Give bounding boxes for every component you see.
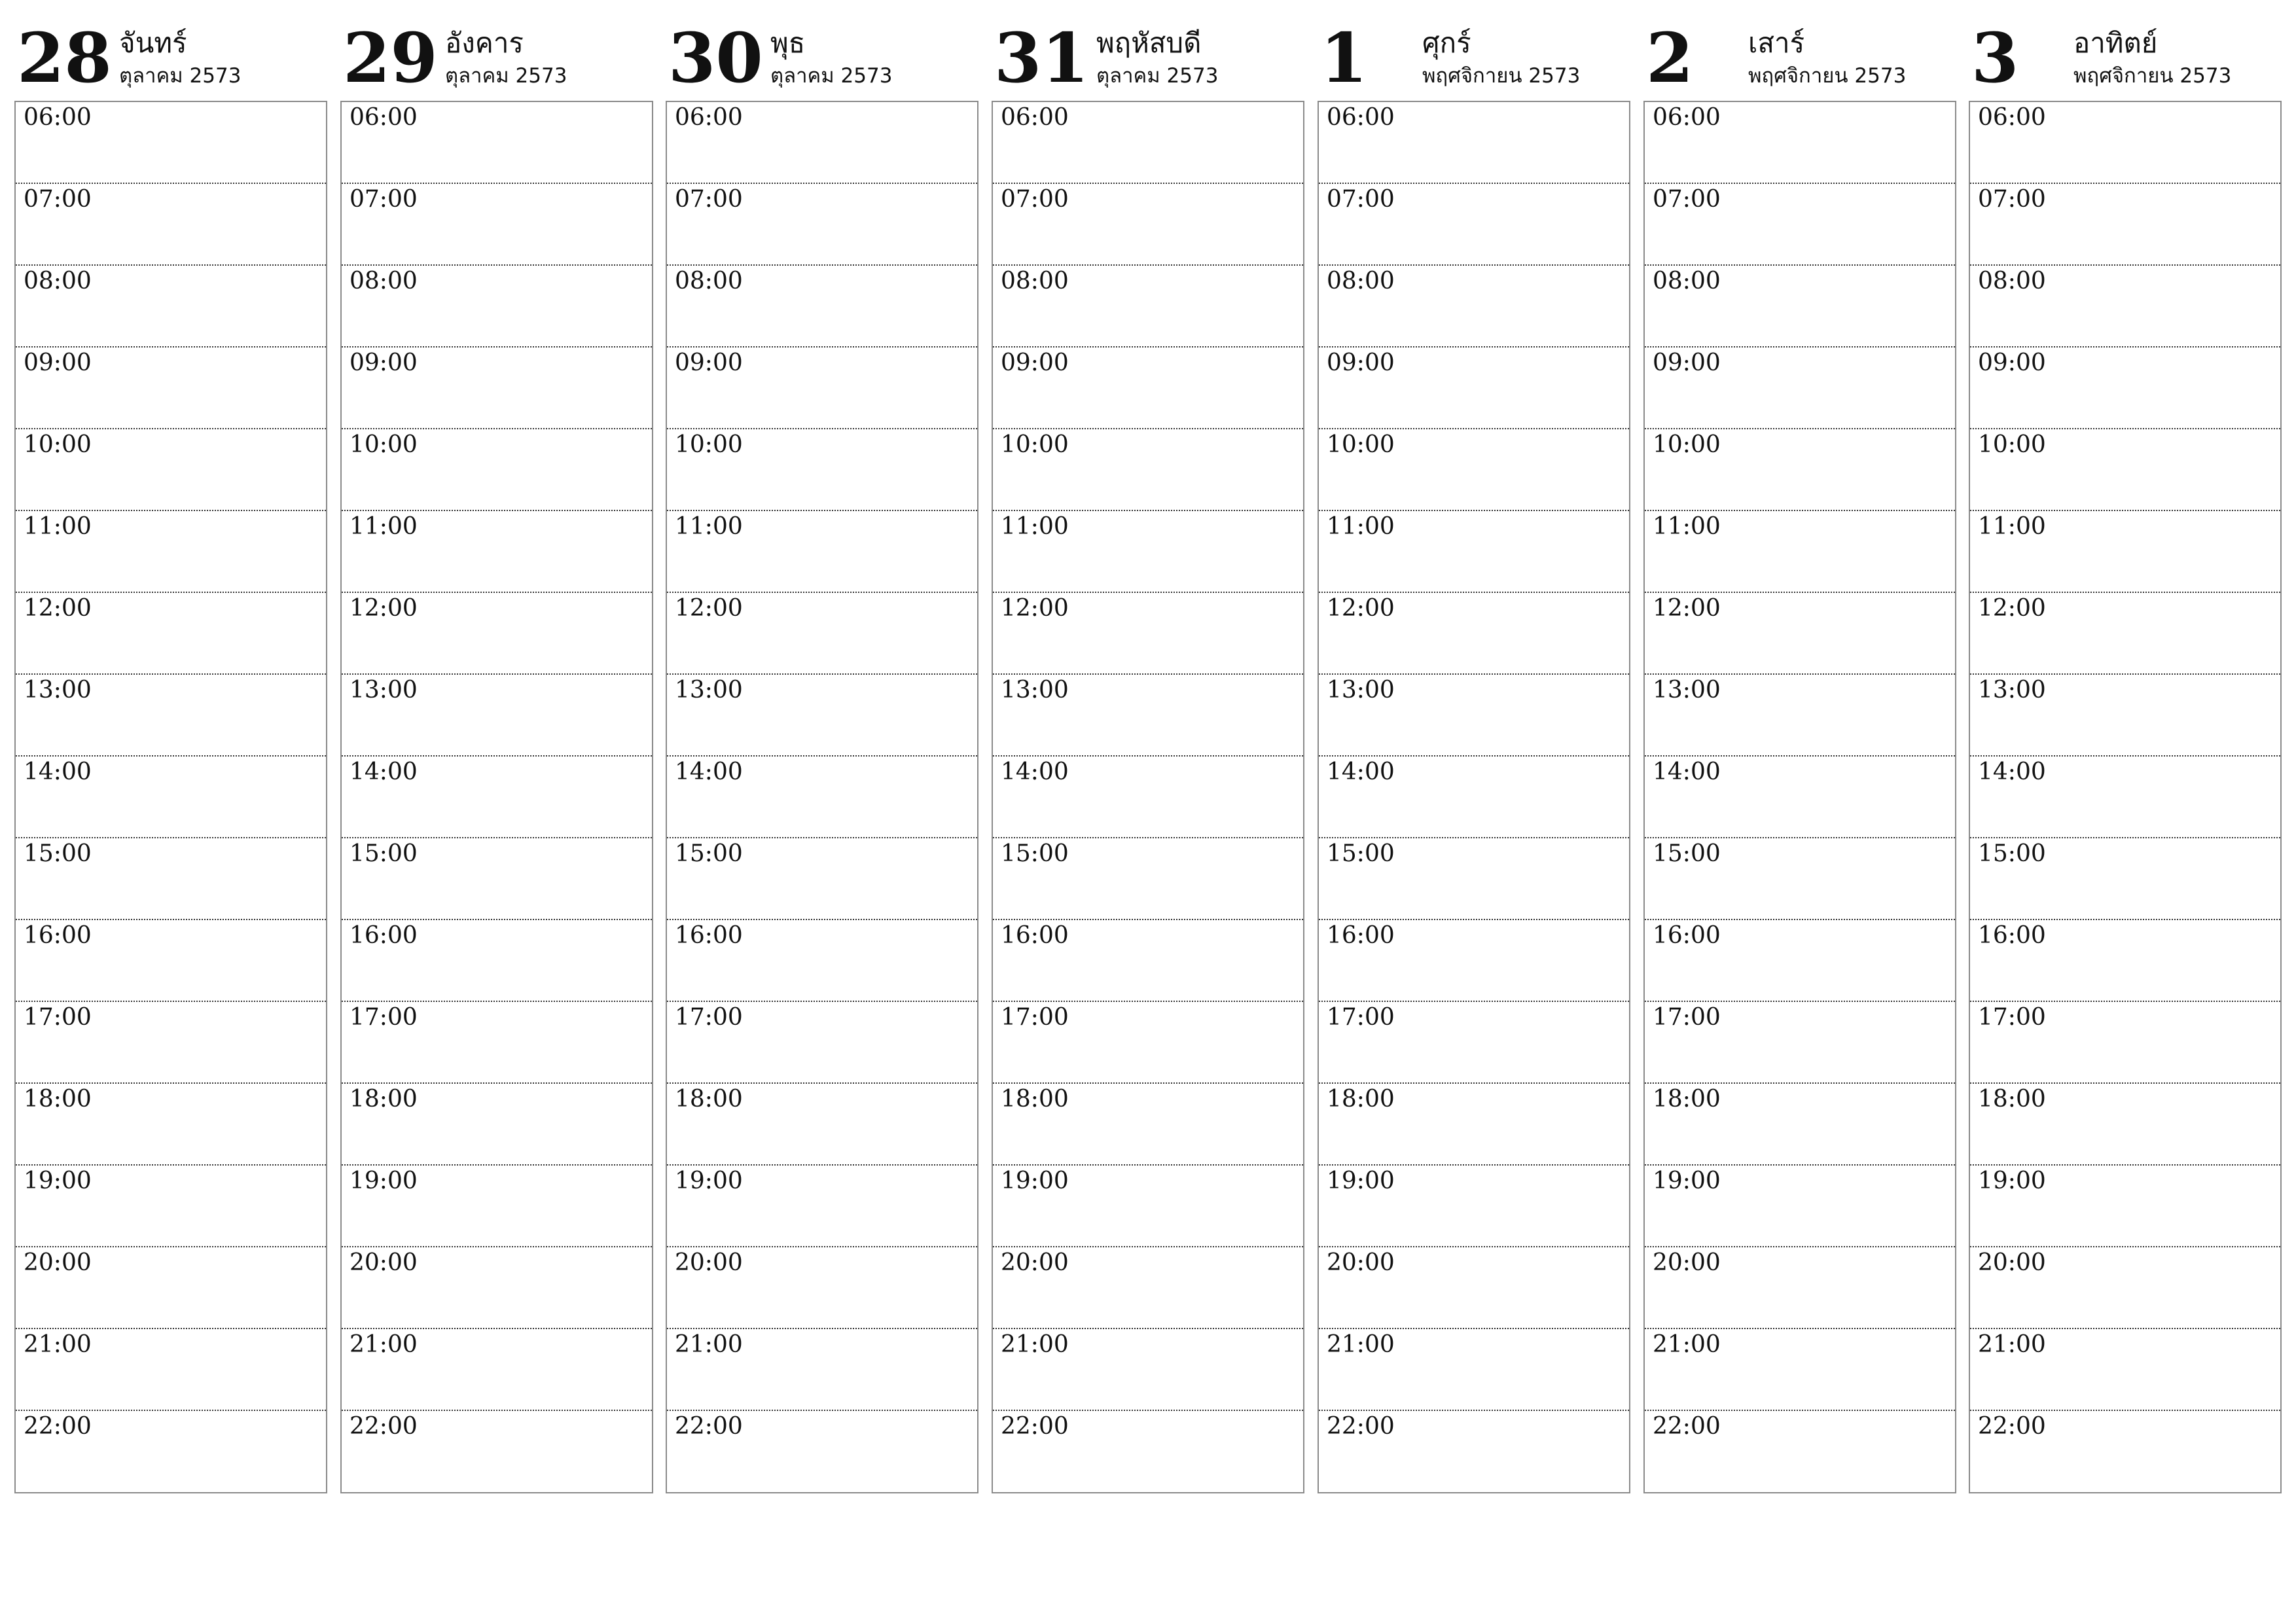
time-label: 14:00 bbox=[1978, 758, 2046, 785]
time-label: 06:00 bbox=[1653, 104, 1721, 131]
time-slot[interactable] bbox=[1645, 1247, 1955, 1329]
time-slot[interactable] bbox=[1970, 1329, 2280, 1411]
time-slot[interactable] bbox=[1970, 1166, 2280, 1247]
time-slot[interactable] bbox=[667, 838, 977, 920]
time-label: 07:00 bbox=[1001, 186, 1069, 213]
time-slot[interactable] bbox=[993, 757, 1303, 838]
time-label: 22:00 bbox=[675, 1413, 743, 1440]
time-slot[interactable] bbox=[342, 1166, 652, 1247]
time-label: 08:00 bbox=[24, 268, 92, 294]
time-label: 12:00 bbox=[1327, 595, 1395, 622]
time-slot[interactable] bbox=[342, 1002, 652, 1084]
time-slot[interactable] bbox=[667, 184, 977, 266]
time-slot[interactable] bbox=[667, 675, 977, 757]
time-label: 19:00 bbox=[675, 1168, 743, 1194]
time-slot[interactable] bbox=[993, 920, 1303, 1002]
time-slot[interactable] bbox=[667, 920, 977, 1002]
time-slot[interactable] bbox=[16, 920, 326, 1002]
day-schedule-box bbox=[1318, 101, 1630, 1493]
time-slot[interactable] bbox=[667, 1002, 977, 1084]
time-label: 17:00 bbox=[24, 1004, 92, 1031]
time-slot[interactable] bbox=[993, 1002, 1303, 1084]
time-slot[interactable] bbox=[16, 1166, 326, 1247]
time-slot[interactable] bbox=[1645, 511, 1955, 593]
time-label: 20:00 bbox=[675, 1249, 743, 1276]
time-label: 17:00 bbox=[350, 1004, 418, 1031]
time-label: 15:00 bbox=[1001, 840, 1069, 867]
time-label: 14:00 bbox=[24, 758, 92, 785]
time-label: 09:00 bbox=[1327, 349, 1395, 376]
time-label: 16:00 bbox=[1978, 922, 2046, 949]
time-label: 15:00 bbox=[24, 840, 92, 867]
time-slot[interactable] bbox=[342, 920, 652, 1002]
day-name: ศุกร์ bbox=[1422, 27, 1471, 59]
time-label: 16:00 bbox=[1327, 922, 1395, 949]
time-label: 21:00 bbox=[1978, 1331, 2046, 1358]
time-label: 10:00 bbox=[1327, 431, 1395, 458]
time-slot[interactable] bbox=[1319, 757, 1629, 838]
day-header bbox=[340, 14, 653, 99]
time-slot[interactable] bbox=[342, 348, 652, 429]
day-month-year: ตุลาคม 2573 bbox=[770, 64, 893, 88]
time-slot[interactable] bbox=[993, 1084, 1303, 1166]
time-label: 22:00 bbox=[24, 1413, 92, 1440]
time-label: 11:00 bbox=[24, 513, 92, 540]
time-label: 09:00 bbox=[1978, 349, 2046, 376]
time-label: 07:00 bbox=[1978, 186, 2046, 213]
time-slot[interactable] bbox=[1319, 1329, 1629, 1411]
time-slot[interactable] bbox=[342, 429, 652, 511]
weekly-planner bbox=[14, 14, 2282, 1493]
time-label: 09:00 bbox=[1653, 349, 1721, 376]
time-slot[interactable] bbox=[1645, 266, 1955, 348]
time-slot[interactable] bbox=[667, 757, 977, 838]
time-slot[interactable] bbox=[667, 102, 977, 184]
time-label: 22:00 bbox=[1327, 1413, 1395, 1440]
time-label: 20:00 bbox=[1327, 1249, 1395, 1276]
day-month-year: ตุลาคม 2573 bbox=[119, 64, 242, 88]
time-slot[interactable] bbox=[16, 838, 326, 920]
time-label: 21:00 bbox=[1327, 1331, 1395, 1358]
time-label: 13:00 bbox=[1978, 677, 2046, 704]
time-label: 10:00 bbox=[24, 431, 92, 458]
time-slot[interactable] bbox=[1319, 1002, 1629, 1084]
time-label: 08:00 bbox=[1653, 268, 1721, 294]
time-label: 08:00 bbox=[1327, 268, 1395, 294]
time-slot[interactable] bbox=[667, 429, 977, 511]
time-label: 14:00 bbox=[675, 758, 743, 785]
time-label: 22:00 bbox=[350, 1413, 418, 1440]
time-label: 18:00 bbox=[1327, 1086, 1395, 1113]
time-slot[interactable] bbox=[667, 266, 977, 348]
time-slot[interactable] bbox=[1319, 348, 1629, 429]
time-slot[interactable] bbox=[667, 1166, 977, 1247]
time-label: 17:00 bbox=[1978, 1004, 2046, 1031]
day-schedule-box bbox=[666, 101, 978, 1493]
time-slot[interactable] bbox=[993, 1411, 1303, 1492]
time-slot[interactable] bbox=[993, 348, 1303, 429]
day-header bbox=[14, 14, 327, 99]
time-label: 07:00 bbox=[1327, 186, 1395, 213]
time-label: 19:00 bbox=[1653, 1168, 1721, 1194]
time-slot[interactable] bbox=[993, 429, 1303, 511]
time-slot[interactable] bbox=[667, 1084, 977, 1166]
time-slot[interactable] bbox=[1319, 429, 1629, 511]
time-label: 06:00 bbox=[350, 104, 418, 131]
time-slot[interactable] bbox=[16, 102, 326, 184]
day-schedule-box bbox=[1643, 101, 1956, 1493]
time-label: 06:00 bbox=[1001, 104, 1069, 131]
time-label: 21:00 bbox=[1001, 1331, 1069, 1358]
time-label: 19:00 bbox=[350, 1168, 418, 1194]
time-label: 06:00 bbox=[1978, 104, 2046, 131]
time-slot[interactable] bbox=[1645, 1084, 1955, 1166]
time-label: 09:00 bbox=[1001, 349, 1069, 376]
day-number: 30 bbox=[668, 18, 763, 98]
time-slot[interactable] bbox=[342, 1084, 652, 1166]
time-label: 08:00 bbox=[1978, 268, 2046, 294]
time-label: 07:00 bbox=[24, 186, 92, 213]
time-label: 16:00 bbox=[24, 922, 92, 949]
time-label: 11:00 bbox=[1653, 513, 1721, 540]
day-schedule-box bbox=[992, 101, 1304, 1493]
time-slot[interactable] bbox=[993, 102, 1303, 184]
day-number: 29 bbox=[343, 18, 438, 98]
time-slot[interactable] bbox=[1319, 593, 1629, 675]
time-slot[interactable] bbox=[1645, 184, 1955, 266]
day-name: จันทร์ bbox=[119, 27, 187, 59]
day-month-year: ตุลาคม 2573 bbox=[1096, 64, 1219, 88]
time-label: 18:00 bbox=[1978, 1086, 2046, 1113]
time-slot[interactable] bbox=[993, 266, 1303, 348]
time-slot[interactable] bbox=[1970, 675, 2280, 757]
time-label: 16:00 bbox=[1653, 922, 1721, 949]
time-slot[interactable] bbox=[16, 348, 326, 429]
time-label: 21:00 bbox=[24, 1331, 92, 1358]
time-slot[interactable] bbox=[16, 1247, 326, 1329]
time-label: 19:00 bbox=[1978, 1168, 2046, 1194]
time-slot[interactable] bbox=[16, 1084, 326, 1166]
time-slot[interactable] bbox=[993, 184, 1303, 266]
time-label: 09:00 bbox=[24, 349, 92, 376]
time-slot[interactable] bbox=[16, 757, 326, 838]
time-label: 15:00 bbox=[1327, 840, 1395, 867]
time-slot[interactable] bbox=[342, 675, 652, 757]
time-label: 19:00 bbox=[1327, 1168, 1395, 1194]
time-label: 18:00 bbox=[675, 1086, 743, 1113]
time-slot[interactable] bbox=[16, 1329, 326, 1411]
time-slot[interactable] bbox=[1970, 266, 2280, 348]
time-label: 10:00 bbox=[1978, 431, 2046, 458]
day-number: 31 bbox=[994, 18, 1089, 98]
time-slot[interactable] bbox=[1319, 1411, 1629, 1492]
time-label: 21:00 bbox=[675, 1331, 743, 1358]
time-label: 13:00 bbox=[675, 677, 743, 704]
day-header bbox=[1969, 14, 2282, 99]
time-label: 21:00 bbox=[1653, 1331, 1721, 1358]
time-slot[interactable] bbox=[1970, 184, 2280, 266]
time-slot[interactable] bbox=[1970, 429, 2280, 511]
time-slot[interactable] bbox=[1319, 1166, 1629, 1247]
time-slot[interactable] bbox=[1319, 1247, 1629, 1329]
day-header bbox=[1318, 14, 1630, 99]
time-label: 14:00 bbox=[1653, 758, 1721, 785]
time-slot[interactable] bbox=[667, 1247, 977, 1329]
time-label: 13:00 bbox=[1653, 677, 1721, 704]
time-label: 21:00 bbox=[350, 1331, 418, 1358]
day-name: อาทิตย์ bbox=[2073, 27, 2158, 59]
time-label: 22:00 bbox=[1653, 1413, 1721, 1440]
time-slot[interactable] bbox=[1970, 1084, 2280, 1166]
time-label: 07:00 bbox=[675, 186, 743, 213]
time-slot[interactable] bbox=[1645, 1411, 1955, 1492]
time-label: 17:00 bbox=[1327, 1004, 1395, 1031]
time-slot[interactable] bbox=[16, 1411, 326, 1492]
day-header bbox=[1643, 14, 1956, 99]
time-label: 12:00 bbox=[24, 595, 92, 622]
time-label: 15:00 bbox=[1653, 840, 1721, 867]
time-slot[interactable] bbox=[1645, 920, 1955, 1002]
day-header bbox=[992, 14, 1304, 99]
time-label: 14:00 bbox=[1327, 758, 1395, 785]
time-label: 10:00 bbox=[1653, 431, 1721, 458]
time-label: 10:00 bbox=[1001, 431, 1069, 458]
time-label: 17:00 bbox=[1653, 1004, 1721, 1031]
time-slot[interactable] bbox=[667, 1329, 977, 1411]
time-label: 20:00 bbox=[24, 1249, 92, 1276]
time-slot[interactable] bbox=[1970, 757, 2280, 838]
time-slot[interactable] bbox=[1970, 348, 2280, 429]
time-slot[interactable] bbox=[1970, 102, 2280, 184]
time-slot[interactable] bbox=[667, 348, 977, 429]
time-label: 17:00 bbox=[675, 1004, 743, 1031]
time-label: 09:00 bbox=[675, 349, 743, 376]
time-slot[interactable] bbox=[342, 266, 652, 348]
time-slot[interactable] bbox=[16, 429, 326, 511]
time-label: 17:00 bbox=[1001, 1004, 1069, 1031]
time-slot[interactable] bbox=[1970, 593, 2280, 675]
time-slot[interactable] bbox=[1319, 838, 1629, 920]
time-slot[interactable] bbox=[1645, 429, 1955, 511]
day-number: 3 bbox=[1971, 18, 2019, 98]
time-slot[interactable] bbox=[1970, 1247, 2280, 1329]
time-label: 10:00 bbox=[350, 431, 418, 458]
day-month-year: พฤศจิกายน 2573 bbox=[1748, 64, 1907, 88]
time-label: 20:00 bbox=[1978, 1249, 2046, 1276]
time-label: 15:00 bbox=[1978, 840, 2046, 867]
time-slot[interactable] bbox=[16, 266, 326, 348]
time-slot[interactable] bbox=[993, 1166, 1303, 1247]
time-slot[interactable] bbox=[342, 184, 652, 266]
time-slot[interactable] bbox=[1319, 184, 1629, 266]
time-label: 19:00 bbox=[1001, 1168, 1069, 1194]
day-number: 2 bbox=[1646, 18, 1694, 98]
time-label: 10:00 bbox=[675, 431, 743, 458]
time-label: 11:00 bbox=[350, 513, 418, 540]
time-label: 20:00 bbox=[1001, 1249, 1069, 1276]
time-slot[interactable] bbox=[667, 1411, 977, 1492]
time-slot[interactable] bbox=[1970, 838, 2280, 920]
time-slot[interactable] bbox=[1645, 757, 1955, 838]
time-label: 06:00 bbox=[675, 104, 743, 131]
time-label: 06:00 bbox=[1327, 104, 1395, 131]
time-label: 22:00 bbox=[1978, 1413, 2046, 1440]
time-slot[interactable] bbox=[16, 1002, 326, 1084]
time-slot[interactable] bbox=[993, 838, 1303, 920]
time-slot[interactable] bbox=[993, 1247, 1303, 1329]
time-slot[interactable] bbox=[1319, 920, 1629, 1002]
time-slot[interactable] bbox=[667, 593, 977, 675]
day-month-year: พฤศจิกายน 2573 bbox=[1422, 64, 1581, 88]
time-label: 15:00 bbox=[675, 840, 743, 867]
time-slot[interactable] bbox=[1319, 1084, 1629, 1166]
time-label: 12:00 bbox=[350, 595, 418, 622]
time-label: 19:00 bbox=[24, 1168, 92, 1194]
time-slot[interactable] bbox=[342, 102, 652, 184]
time-label: 13:00 bbox=[1327, 677, 1395, 704]
time-slot[interactable] bbox=[342, 1329, 652, 1411]
time-label: 08:00 bbox=[675, 268, 743, 294]
time-label: 12:00 bbox=[675, 595, 743, 622]
time-label: 18:00 bbox=[1001, 1086, 1069, 1113]
time-slot[interactable] bbox=[1645, 593, 1955, 675]
time-slot[interactable] bbox=[993, 675, 1303, 757]
day-schedule-box bbox=[1969, 101, 2282, 1493]
time-label: 11:00 bbox=[675, 513, 743, 540]
time-label: 09:00 bbox=[350, 349, 418, 376]
time-slot[interactable] bbox=[1319, 511, 1629, 593]
time-slot[interactable] bbox=[1645, 348, 1955, 429]
time-label: 14:00 bbox=[350, 758, 418, 785]
time-slot[interactable] bbox=[16, 184, 326, 266]
time-label: 13:00 bbox=[24, 677, 92, 704]
day-number: 1 bbox=[1320, 18, 1368, 98]
time-label: 08:00 bbox=[1001, 268, 1069, 294]
time-slot[interactable] bbox=[1645, 1166, 1955, 1247]
time-label: 11:00 bbox=[1978, 513, 2046, 540]
time-slot[interactable] bbox=[16, 593, 326, 675]
day-number: 28 bbox=[17, 18, 112, 98]
time-label: 12:00 bbox=[1653, 595, 1721, 622]
time-label: 18:00 bbox=[350, 1086, 418, 1113]
day-month-year: พฤศจิกายน 2573 bbox=[2073, 64, 2232, 88]
day-name: พุธ bbox=[770, 27, 806, 59]
time-slot[interactable] bbox=[1319, 266, 1629, 348]
time-label: 18:00 bbox=[1653, 1086, 1721, 1113]
time-slot[interactable] bbox=[1970, 1411, 2280, 1492]
time-label: 11:00 bbox=[1001, 513, 1069, 540]
time-slot[interactable] bbox=[1645, 838, 1955, 920]
time-label: 12:00 bbox=[1978, 595, 2046, 622]
time-label: 11:00 bbox=[1327, 513, 1395, 540]
day-name: เสาร์ bbox=[1748, 27, 1805, 59]
time-slot[interactable] bbox=[1645, 675, 1955, 757]
time-slot[interactable] bbox=[1970, 920, 2280, 1002]
time-label: 22:00 bbox=[1001, 1413, 1069, 1440]
day-month-year: ตุลาคม 2573 bbox=[445, 64, 567, 88]
time-label: 14:00 bbox=[1001, 758, 1069, 785]
time-slot[interactable] bbox=[342, 511, 652, 593]
time-label: 13:00 bbox=[1001, 677, 1069, 704]
time-label: 20:00 bbox=[1653, 1249, 1721, 1276]
time-slot[interactable] bbox=[993, 593, 1303, 675]
time-slot[interactable] bbox=[342, 1411, 652, 1492]
time-label: 13:00 bbox=[350, 677, 418, 704]
time-label: 12:00 bbox=[1001, 595, 1069, 622]
time-slot[interactable] bbox=[342, 838, 652, 920]
time-slot[interactable] bbox=[1645, 1329, 1955, 1411]
time-label: 16:00 bbox=[675, 922, 743, 949]
day-header bbox=[666, 14, 978, 99]
time-slot[interactable] bbox=[1645, 102, 1955, 184]
time-slot[interactable] bbox=[342, 757, 652, 838]
day-name: อังคาร bbox=[445, 27, 524, 59]
time-label: 07:00 bbox=[1653, 186, 1721, 213]
time-label: 16:00 bbox=[1001, 922, 1069, 949]
day-schedule-box bbox=[340, 101, 653, 1493]
day-name: พฤหัสบดี bbox=[1096, 27, 1202, 59]
time-slot[interactable] bbox=[667, 511, 977, 593]
time-slot[interactable] bbox=[1319, 102, 1629, 184]
time-slot[interactable] bbox=[16, 675, 326, 757]
time-label: 08:00 bbox=[350, 268, 418, 294]
time-slot[interactable] bbox=[993, 511, 1303, 593]
time-label: 06:00 bbox=[24, 104, 92, 131]
time-slot[interactable] bbox=[342, 593, 652, 675]
day-schedule-box bbox=[14, 101, 327, 1493]
time-slot[interactable] bbox=[1645, 1002, 1955, 1084]
time-label: 20:00 bbox=[350, 1249, 418, 1276]
time-slot[interactable] bbox=[1970, 511, 2280, 593]
time-slot[interactable] bbox=[342, 1247, 652, 1329]
time-slot[interactable] bbox=[16, 511, 326, 593]
time-slot[interactable] bbox=[1319, 675, 1629, 757]
time-slot[interactable] bbox=[1970, 1002, 2280, 1084]
time-label: 18:00 bbox=[24, 1086, 92, 1113]
time-label: 16:00 bbox=[350, 922, 418, 949]
time-slot[interactable] bbox=[993, 1329, 1303, 1411]
time-label: 15:00 bbox=[350, 840, 418, 867]
time-label: 07:00 bbox=[350, 186, 418, 213]
